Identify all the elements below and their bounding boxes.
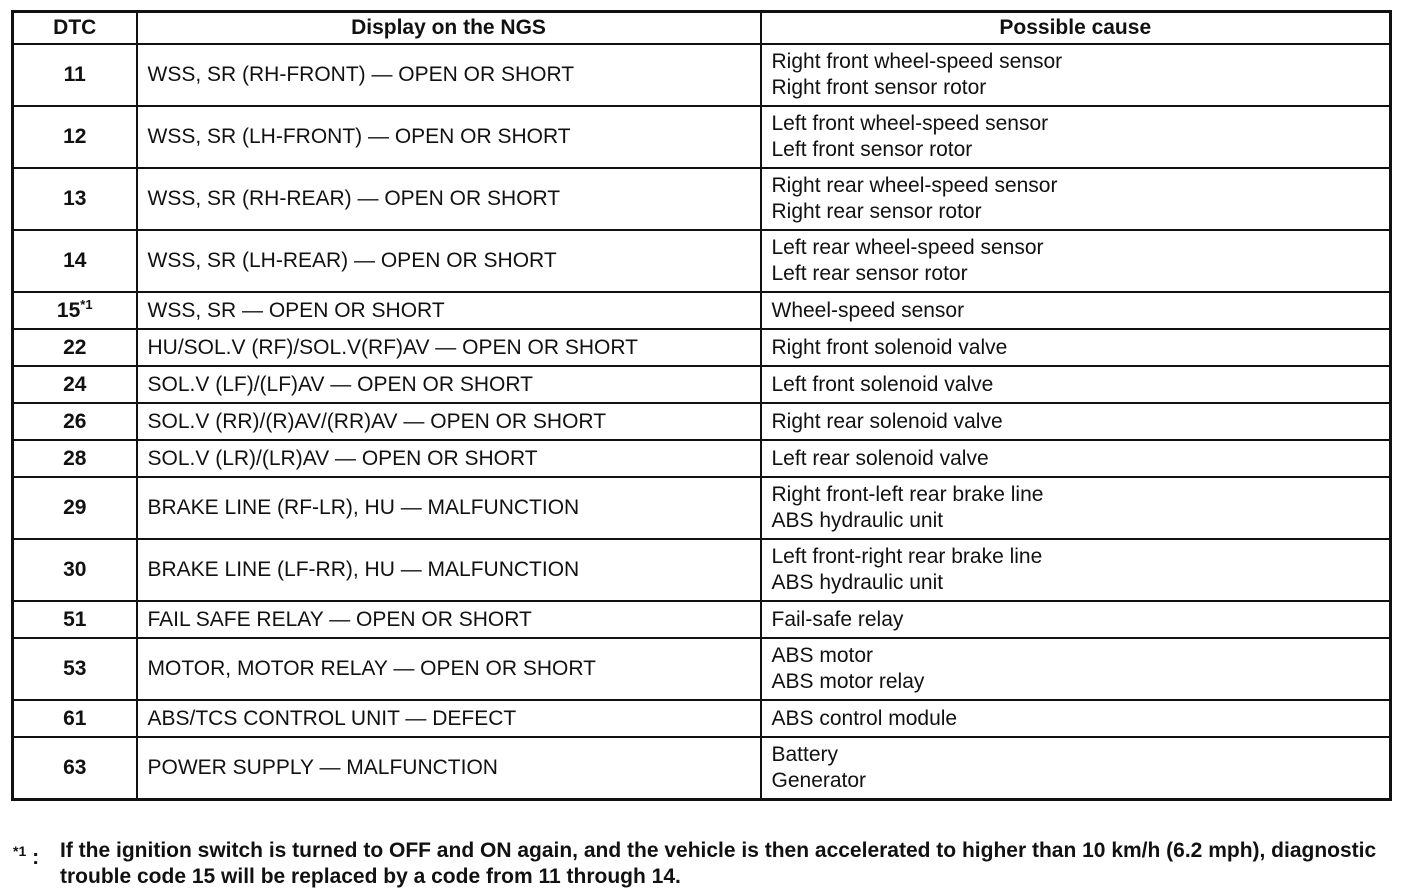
possible-cause: Right front-left rear brake line xyxy=(771,483,1044,506)
table-row xyxy=(13,700,1391,737)
dtc-table xyxy=(11,10,1392,801)
dtc-code: 11 xyxy=(63,63,86,86)
possible-cause: Left rear sensor rotor xyxy=(771,262,968,285)
possible-cause: Left front solenoid valve xyxy=(771,372,994,396)
dtc-code-cell xyxy=(13,329,137,366)
footnote-mark: *1 xyxy=(13,843,27,859)
table-row xyxy=(13,539,1391,601)
footnote xyxy=(13,838,1389,890)
ngs-display-text: SOL.V (LF)/(LF)AV — OPEN OR SHORT xyxy=(137,366,761,403)
possible-cause: Right front sensor rotor xyxy=(771,76,987,99)
footnote-text: If the ignition switch is turned to OFF and ON again, and the vehicle is then accelerated to higher than 10 km/h (6.2 mph), diagnostic trouble code 15 will be replaced by a code from 11 through 14. xyxy=(60,839,1377,888)
table-row xyxy=(13,44,1391,106)
dtc-code-cell xyxy=(13,403,137,440)
possible-cause: Left front sensor rotor xyxy=(771,138,973,161)
possible-cause: Right rear sensor rotor xyxy=(771,200,982,223)
possible-cause-cell xyxy=(761,601,1391,638)
ngs-display-text: MOTOR, MOTOR RELAY — OPEN OR SHORT xyxy=(137,638,761,700)
dtc-code: 51 xyxy=(63,607,87,631)
possible-cause-cell xyxy=(761,329,1391,366)
footnote-separator: : xyxy=(26,846,40,869)
dtc-code-cell xyxy=(13,737,137,800)
possible-cause: Right front wheel-speed sensor xyxy=(771,50,1063,73)
possible-cause: Battery xyxy=(771,743,839,766)
dtc-code: 63 xyxy=(63,756,87,779)
ngs-display-text: FAIL SAFE RELAY — OPEN OR SHORT xyxy=(137,601,761,638)
header-cause: Possible cause xyxy=(761,12,1391,45)
footnote-marker xyxy=(13,838,60,890)
possible-cause: ABS motor xyxy=(771,644,874,667)
dtc-code-cell xyxy=(13,168,137,230)
ngs-display-text: WSS, SR — OPEN OR SHORT xyxy=(137,292,761,329)
possible-cause-cell xyxy=(761,292,1391,329)
possible-cause-cell xyxy=(761,366,1391,403)
possible-cause-cell xyxy=(761,539,1391,601)
table-row xyxy=(13,292,1391,329)
possible-cause: ABS hydraulic unit xyxy=(771,571,944,594)
table-row xyxy=(13,329,1391,366)
dtc-code-cell xyxy=(13,44,137,106)
table-row xyxy=(13,230,1391,292)
dtc-code: 53 xyxy=(63,657,87,680)
ngs-display-text: ABS/TCS CONTROL UNIT — DEFECT xyxy=(137,700,761,737)
table-row xyxy=(13,737,1391,800)
dtc-code: 30 xyxy=(63,558,87,581)
possible-cause: ABS hydraulic unit xyxy=(771,509,944,532)
header-display: Display on the NGS xyxy=(137,12,761,45)
dtc-code: 14 xyxy=(63,249,87,272)
possible-cause: Left front-right rear brake line xyxy=(771,545,1043,568)
ngs-display-text: WSS, SR (LH-FRONT) — OPEN OR SHORT xyxy=(137,106,761,168)
possible-cause-cell xyxy=(761,737,1391,800)
table-row xyxy=(13,638,1391,700)
ngs-display-text: BRAKE LINE (LF-RR), HU — MALFUNCTION xyxy=(137,539,761,601)
possible-cause-cell xyxy=(761,638,1391,700)
possible-cause-cell xyxy=(761,106,1391,168)
dtc-code-cell xyxy=(13,601,137,638)
dtc-code: 13 xyxy=(63,187,87,210)
dtc-code: 22 xyxy=(63,335,87,359)
dtc-code: 26 xyxy=(63,409,87,433)
possible-cause: Right front solenoid valve xyxy=(771,335,1008,359)
dtc-code-cell xyxy=(13,366,137,403)
dtc-code-cell xyxy=(13,539,137,601)
table-row xyxy=(13,106,1391,168)
possible-cause-cell xyxy=(761,440,1391,477)
dtc-code-cell xyxy=(13,106,137,168)
possible-cause: ABS control module xyxy=(771,706,958,730)
dtc-footnote-mark: *1 xyxy=(80,296,93,312)
table-row xyxy=(13,440,1391,477)
dtc-code: 29 xyxy=(63,496,87,519)
ngs-display-text: BRAKE LINE (RF-LR), HU — MALFUNCTION xyxy=(137,477,761,539)
dtc-code: 15 xyxy=(56,298,81,322)
table-row xyxy=(13,168,1391,230)
possible-cause-cell xyxy=(761,168,1391,230)
ngs-display-text: SOL.V (RR)/(R)AV/(RR)AV — OPEN OR SHORT xyxy=(137,403,761,440)
dtc-code-cell xyxy=(13,440,137,477)
possible-cause: Right rear wheel-speed sensor xyxy=(771,174,1058,197)
possible-cause: Left front wheel-speed sensor xyxy=(771,112,1049,135)
possible-cause: Left rear wheel-speed sensor xyxy=(771,236,1044,259)
header-dtc: DTC xyxy=(13,12,137,45)
table-body xyxy=(13,44,1391,800)
dtc-code: 28 xyxy=(63,446,87,470)
dtc-code: 12 xyxy=(63,125,87,148)
dtc-code-cell xyxy=(13,292,137,329)
table-header-row xyxy=(13,12,1391,45)
dtc-code-cell xyxy=(13,230,137,292)
possible-cause-cell xyxy=(761,700,1391,737)
dtc-code-cell xyxy=(13,477,137,539)
possible-cause: Generator xyxy=(771,769,867,792)
dtc-code-cell xyxy=(13,638,137,700)
possible-cause-cell xyxy=(761,477,1391,539)
dtc-code: 24 xyxy=(63,372,87,396)
possible-cause-cell xyxy=(761,44,1391,106)
possible-cause: Wheel-speed sensor xyxy=(771,298,965,322)
ngs-display-text: HU/SOL.V (RF)/SOL.V(RF)AV — OPEN OR SHORT xyxy=(137,329,761,366)
possible-cause: Right rear solenoid valve xyxy=(771,409,1003,433)
ngs-display-text: POWER SUPPLY — MALFUNCTION xyxy=(137,737,761,800)
table-row xyxy=(13,477,1391,539)
dtc-code-cell xyxy=(13,700,137,737)
table-row xyxy=(13,403,1391,440)
table-row xyxy=(13,601,1391,638)
possible-cause: Fail-safe relay xyxy=(771,607,904,631)
table-row xyxy=(13,366,1391,403)
possible-cause-cell xyxy=(761,230,1391,292)
ngs-display-text: WSS, SR (RH-FRONT) — OPEN OR SHORT xyxy=(137,44,761,106)
ngs-display-text: WSS, SR (LH-REAR) — OPEN OR SHORT xyxy=(137,230,761,292)
possible-cause-cell xyxy=(761,403,1391,440)
ngs-display-text: SOL.V (LR)/(LR)AV — OPEN OR SHORT xyxy=(137,440,761,477)
dtc-code: 61 xyxy=(63,706,87,730)
ngs-display-text: WSS, SR (RH-REAR) — OPEN OR SHORT xyxy=(137,168,761,230)
possible-cause: Left rear solenoid valve xyxy=(771,446,989,470)
possible-cause: ABS motor relay xyxy=(771,670,925,693)
